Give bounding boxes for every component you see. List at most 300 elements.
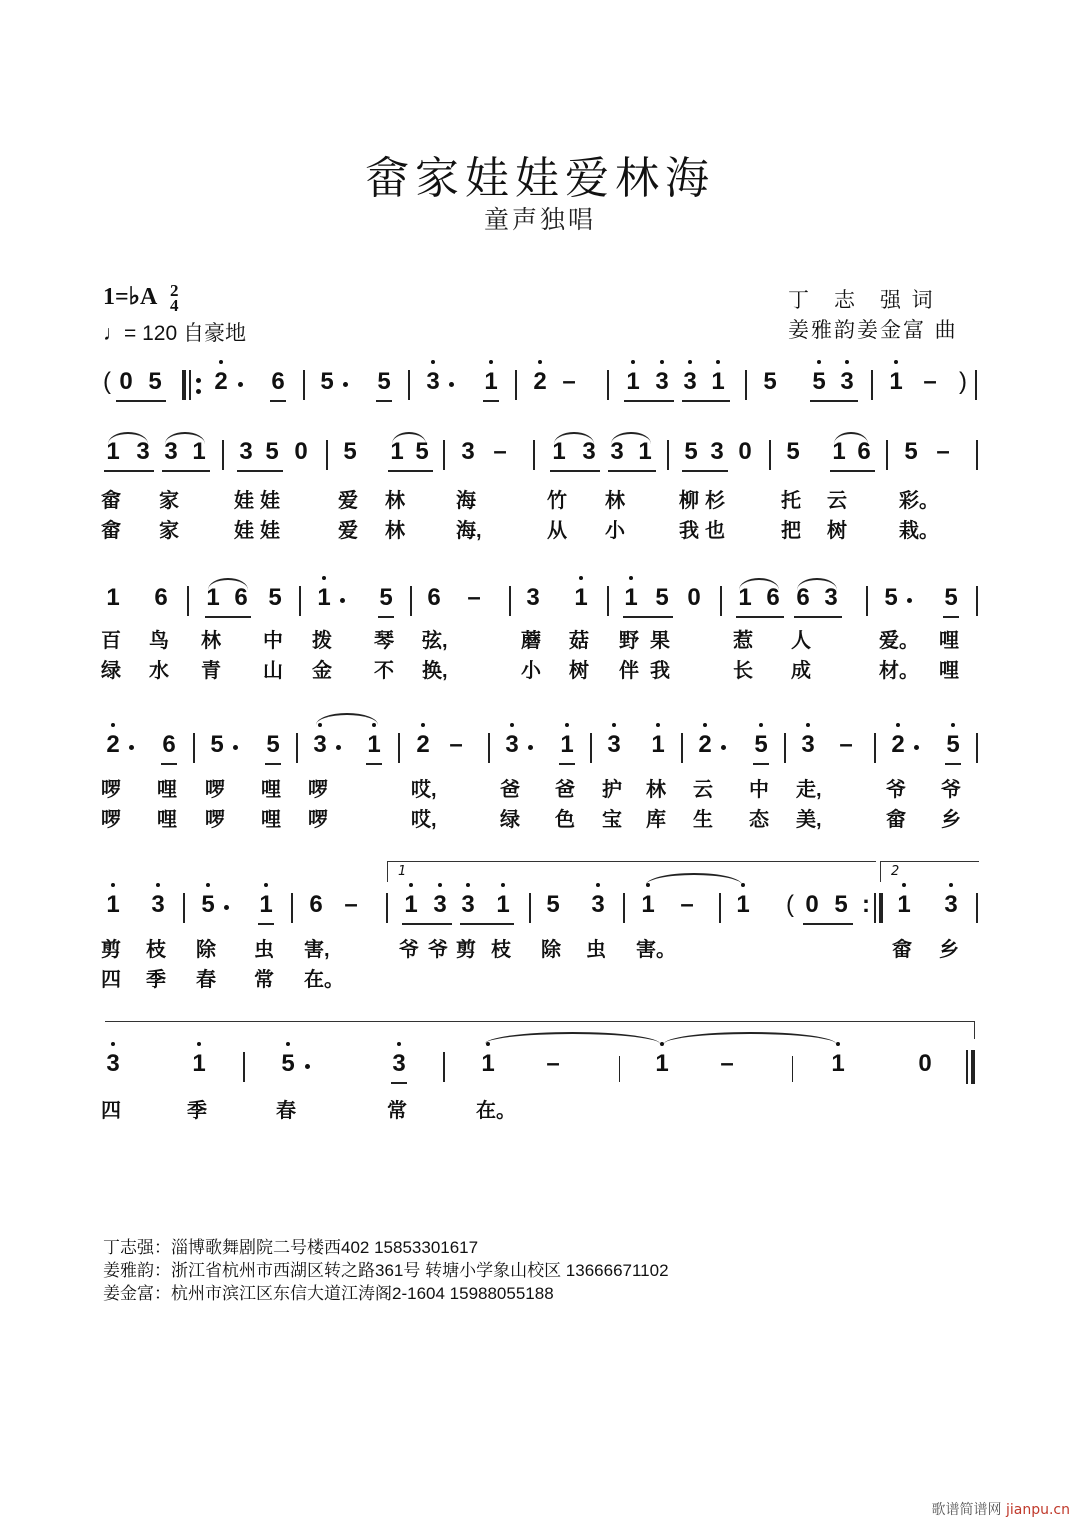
note: 1 — [650, 1050, 674, 1078]
barline — [509, 586, 511, 616]
lyric-v1: 海 — [456, 490, 476, 512]
barline — [386, 893, 388, 923]
lyric-v2: 金 — [312, 660, 332, 682]
underline — [378, 616, 394, 618]
lyric-v1: 娃 — [234, 490, 254, 512]
underline — [116, 400, 166, 402]
repeat-dots: : — [862, 891, 870, 918]
barline — [976, 586, 978, 616]
note: 2 — [886, 731, 910, 759]
lyricist-credit: 丁 志 强 词 — [788, 288, 935, 312]
lyric-v2: 树 — [569, 660, 589, 682]
lyric-v1: 琴 — [374, 630, 394, 652]
barline — [398, 733, 400, 763]
aug-dot — [907, 598, 912, 603]
lyric-v1: 畲 — [101, 490, 121, 512]
lyric-v1: 林 — [385, 490, 405, 512]
note: 3 — [456, 891, 480, 919]
note: 5 — [786, 438, 800, 465]
note: 1 — [638, 438, 652, 465]
note: 5 — [763, 368, 777, 395]
dash: – — [493, 438, 507, 465]
barline — [874, 733, 876, 763]
barline — [607, 370, 609, 400]
lyric-v2: 成 — [791, 660, 811, 682]
note: 3 — [796, 731, 820, 759]
lyric-v2: 库 — [646, 809, 666, 831]
note: 1 — [731, 891, 755, 919]
key-signature — [103, 281, 179, 316]
composer-credit: 姜雅韵姜金富 曲 — [788, 318, 958, 342]
aug-dot — [340, 598, 345, 603]
note: 0 — [119, 368, 133, 395]
lyric-v1: 哎, — [411, 779, 437, 801]
note: 5 — [377, 368, 391, 395]
lyric-v1: 走, — [796, 779, 822, 801]
notation-row-3 — [0, 584, 1080, 694]
aug-dot — [233, 745, 238, 750]
dash: – — [720, 1050, 734, 1077]
barline — [975, 370, 977, 400]
note: 5 — [148, 368, 162, 395]
note: 5 — [265, 438, 279, 465]
lyric-v2: 乡 — [941, 809, 961, 831]
note: 0 — [687, 584, 701, 611]
lyric-v1: 乡 — [939, 939, 959, 961]
lyric-v2: 山 — [263, 660, 283, 682]
note: 1 — [706, 368, 730, 396]
lyric-v1: 常 — [387, 1100, 407, 1122]
barline — [299, 586, 301, 616]
aug-dot — [238, 382, 243, 387]
note: 6 — [796, 584, 810, 611]
lyric-v2: 宝 — [602, 809, 622, 831]
lyric-v1: 林 — [605, 490, 625, 512]
note: 3 — [101, 1050, 125, 1078]
note: 1 — [399, 891, 423, 919]
barline — [590, 733, 592, 763]
barline — [886, 440, 888, 470]
aug-dot — [914, 745, 919, 750]
note: 6 — [309, 891, 323, 918]
aug-dot — [528, 745, 533, 750]
lyric-v1: 哩 — [157, 779, 177, 801]
note: 3 — [308, 731, 332, 759]
dash: – — [546, 1050, 560, 1077]
lyric-v1: 除 — [196, 939, 216, 961]
volta-bracket-2: 2 — [880, 861, 979, 882]
note: 5 — [834, 891, 848, 918]
underline — [205, 616, 251, 618]
barline — [408, 370, 410, 400]
note: 1 — [491, 891, 515, 919]
lyric-v1: 春 — [276, 1100, 296, 1122]
paren-open: ( — [103, 368, 111, 395]
lyric-v1: 云 — [693, 779, 713, 801]
contact-lyricist: 丁志强：淄博歌舞剧院二号楼西402 15853301617 — [103, 1238, 479, 1257]
note: 1 — [187, 1050, 211, 1078]
underline — [559, 763, 575, 765]
note: 3 — [824, 584, 838, 611]
lyric-v2: 哩 — [157, 809, 177, 831]
contact-composer-2: 姜金富：杭州市滨江区东信大道江涛阁2-1604 15988055188 — [103, 1284, 554, 1303]
note: 3 — [939, 891, 963, 919]
barline — [623, 893, 625, 923]
lyric-v1: 四 — [101, 1100, 121, 1122]
barline — [976, 440, 978, 470]
lyric-v2: 家 — [159, 520, 179, 542]
underline — [753, 763, 769, 765]
lyric-v2: 青 — [201, 660, 221, 682]
lyric-v1: 护 — [602, 779, 622, 801]
note: 3 — [526, 584, 540, 611]
underline — [682, 470, 728, 472]
lyric-v2: 季 — [146, 969, 166, 991]
lyric-v1: 害。 — [636, 939, 676, 961]
note: 5 — [655, 584, 669, 611]
barline — [193, 733, 195, 763]
volta-2-end — [974, 1021, 975, 1039]
time-signature: 2 4 — [170, 281, 179, 316]
note: 5 — [684, 438, 698, 465]
lyric-v1: 云 — [827, 490, 847, 512]
barline — [410, 586, 412, 616]
underline — [810, 400, 858, 402]
underline — [794, 616, 842, 618]
lyric-v2: 海, — [456, 520, 482, 542]
dash: – — [562, 368, 576, 395]
lyric-v1: 枝 — [146, 939, 166, 961]
tempo-marking: ♩= 120 自豪地 — [103, 322, 246, 345]
underline — [162, 470, 210, 472]
barline — [784, 733, 786, 763]
note: 5 — [268, 584, 282, 611]
note: 1 — [106, 584, 120, 611]
lyric-v1: 彩。 — [899, 490, 939, 512]
note: 5 — [276, 1050, 300, 1078]
note: 1 — [636, 891, 660, 919]
slur — [316, 713, 378, 725]
barline — [303, 370, 305, 400]
underline — [376, 400, 392, 402]
note: 1 — [254, 891, 278, 919]
note: 1 — [206, 584, 220, 611]
barline — [326, 440, 328, 470]
lyric-v2: 娃 — [260, 520, 280, 542]
lyric-v1: 爱 — [338, 490, 358, 512]
barline — [296, 733, 298, 763]
underline — [270, 400, 286, 402]
underline — [624, 400, 674, 402]
underline — [237, 470, 283, 472]
note: 5 — [749, 731, 773, 759]
underline — [803, 923, 853, 925]
lyric-v1: 哩 — [939, 630, 959, 652]
note: 1 — [552, 438, 566, 465]
lyric-v2: 长 — [733, 660, 753, 682]
lyric-v1: 蘑 — [521, 630, 541, 652]
lyric-v2: 林 — [385, 520, 405, 542]
lyric-v1: 哩 — [261, 779, 281, 801]
lyric-v2: 栽。 — [899, 520, 939, 542]
lyric-v2: 春 — [196, 969, 216, 991]
note: 3 — [500, 731, 524, 759]
final-barline-thick — [971, 1050, 975, 1084]
lyric-v1: 家 — [159, 490, 179, 512]
notation-row-6 — [0, 1050, 1080, 1130]
underline — [550, 470, 600, 472]
note: 1 — [832, 438, 846, 465]
lyric-v1: 在。 — [476, 1100, 516, 1122]
note: 1 — [390, 438, 404, 465]
barline — [222, 440, 224, 470]
lyric-v1: 剪 — [101, 939, 121, 961]
note: 5 — [546, 891, 560, 918]
barline — [720, 586, 722, 616]
note: 3 — [610, 438, 624, 465]
underline — [366, 763, 382, 765]
note: 3 — [835, 368, 859, 396]
notation-row-2 — [0, 438, 1080, 548]
repeat-start-barline — [182, 370, 186, 400]
watermark-site: jianpu.cn — [1005, 1502, 1070, 1518]
lyric-v1: 林 — [646, 779, 666, 801]
barline — [187, 586, 189, 616]
note: 0 — [294, 438, 308, 465]
note: 5 — [320, 368, 334, 395]
lyric-v1: 啰 — [101, 779, 121, 801]
underline — [161, 763, 177, 765]
notation-row-5 — [0, 891, 1080, 1001]
lyric-v2: 水 — [149, 660, 169, 682]
dash: – — [467, 584, 481, 611]
note: 6 — [766, 584, 780, 611]
lyric-v2: 啰 — [205, 809, 225, 831]
lyric-v2: 小 — [521, 660, 541, 682]
note: 1 — [569, 584, 593, 612]
note: 0 — [805, 891, 819, 918]
lyric-v2: 畲 — [886, 809, 906, 831]
aug-dot — [224, 905, 229, 910]
underline — [682, 400, 730, 402]
final-barline-thin — [966, 1050, 968, 1084]
barline — [443, 1052, 445, 1082]
lyric-v2: 哩 — [939, 660, 959, 682]
note: 6 — [857, 438, 871, 465]
note: 1 — [479, 368, 503, 396]
note: 5 — [266, 731, 280, 758]
song-title: 畲家娃娃爱林海 — [365, 153, 715, 204]
key-label: 1=♭A — [103, 284, 157, 310]
lyric-v1: 爸 — [500, 779, 520, 801]
note: 1 — [621, 368, 645, 396]
note: 1 — [555, 731, 579, 759]
barline — [871, 370, 873, 400]
barline — [976, 893, 978, 923]
note: 6 — [162, 731, 176, 758]
note: 5 — [941, 731, 965, 759]
underline — [830, 470, 875, 472]
note: 2 — [101, 731, 125, 759]
repeat-end-barline — [879, 893, 883, 923]
lyric-v2: 生 — [693, 809, 713, 831]
lyric-v2: 换, — [422, 660, 448, 682]
lyric-v1: 中 — [749, 779, 769, 801]
underline — [623, 616, 673, 618]
barline — [745, 370, 747, 400]
barline — [769, 440, 771, 470]
barline — [529, 893, 531, 923]
note: 6 — [271, 368, 285, 395]
barline — [515, 370, 517, 400]
note: 3 — [239, 438, 253, 465]
dash: – — [923, 368, 937, 395]
note: 1 — [619, 584, 643, 612]
note: 5 — [884, 584, 898, 611]
note: 3 — [428, 891, 452, 919]
lyric-v1: 爸 — [555, 779, 575, 801]
lyric-v1: 啰 — [308, 779, 328, 801]
repeat-start-thin — [189, 370, 191, 400]
underline — [460, 923, 514, 925]
lyric-v2: 把 — [781, 520, 801, 542]
barline — [533, 440, 535, 470]
note: 6 — [427, 584, 441, 611]
repeat-dot — [196, 378, 201, 383]
lyric-v1: 杉 — [705, 490, 725, 512]
note: 1 — [312, 584, 336, 612]
lyric-v1: 竹 — [547, 490, 567, 512]
lyric-v2: 爱 — [338, 520, 358, 542]
lyric-v2: 畲 — [101, 520, 121, 542]
dash: – — [680, 891, 694, 918]
lyric-v1: 害, — [304, 939, 330, 961]
lyric-v1: 林 — [201, 630, 221, 652]
repeat-end-thin — [874, 893, 876, 923]
lyric-v1: 畲 — [892, 939, 912, 961]
lyric-v1: 果 — [650, 630, 670, 652]
aug-dot — [343, 382, 348, 387]
lyric-v2: 哩 — [261, 809, 281, 831]
lyric-v2: 美, — [796, 809, 822, 831]
barline — [866, 586, 868, 616]
lyric-v1: 枝 — [491, 939, 511, 961]
lyric-v1: 季 — [187, 1100, 207, 1122]
note: 1 — [646, 731, 670, 759]
lyric-v2: 色 — [555, 809, 575, 831]
barline — [681, 733, 683, 763]
lyric-v2: 材。 — [879, 660, 919, 682]
note: 3 — [421, 368, 445, 396]
note: 0 — [918, 1050, 932, 1077]
note: 3 — [678, 368, 702, 396]
note: 3 — [146, 891, 170, 919]
barline — [667, 440, 669, 470]
lyric-v1: 虫 — [254, 939, 274, 961]
lyric-v2: 从 — [547, 520, 567, 542]
note: 3 — [164, 438, 178, 465]
note: 2 — [693, 731, 717, 759]
notation-row-1 — [0, 368, 1080, 408]
underline — [483, 400, 499, 402]
lyric-v1: 中 — [263, 630, 283, 652]
note: 0 — [738, 438, 752, 465]
note: 2 — [528, 368, 552, 396]
lyric-v2: 树 — [827, 520, 847, 542]
lyric-v1: 爱。 — [879, 630, 919, 652]
lyric-v2: 绿 — [500, 809, 520, 831]
volta-2-continuation — [105, 1021, 975, 1022]
underline — [736, 616, 784, 618]
lyric-v2: 在。 — [304, 969, 344, 991]
underline — [943, 616, 959, 618]
note: 5 — [196, 891, 220, 919]
lyric-v1: 爷 — [941, 779, 961, 801]
underline — [402, 923, 452, 925]
barline — [443, 440, 445, 470]
barline — [291, 893, 293, 923]
note: 1 — [101, 891, 125, 919]
lyric-v2: 我 — [650, 660, 670, 682]
lyric-v1: 啰 — [205, 779, 225, 801]
note: 2 — [209, 368, 233, 396]
note: 1 — [362, 731, 386, 759]
note: 3 — [582, 438, 596, 465]
dash: – — [449, 731, 463, 758]
lyric-v1: 剪 — [456, 939, 476, 961]
watermark-name: 歌谱简谱网 — [931, 1502, 1002, 1518]
lyric-v2: 我 — [679, 520, 699, 542]
lyric-v1: 娃 — [260, 490, 280, 512]
lyric-v1: 野 — [619, 630, 639, 652]
barline — [619, 1056, 620, 1082]
lyric-v1: 拨 — [312, 630, 332, 652]
lyric-v2: 不 — [374, 660, 394, 682]
lyric-v1: 百 — [101, 630, 121, 652]
note: 5 — [210, 731, 224, 758]
paren-close: ) — [959, 368, 967, 395]
lyric-v2: 啰 — [101, 809, 121, 831]
underline — [104, 470, 154, 472]
note: 1 — [826, 1050, 850, 1078]
dash: – — [344, 891, 358, 918]
watermark — [932, 1499, 1070, 1519]
barline — [719, 893, 721, 923]
note: 5 — [904, 438, 918, 465]
note: 1 — [476, 1050, 500, 1078]
lyric-v1: 弦, — [422, 630, 448, 652]
note: 1 — [892, 891, 916, 919]
aug-dot — [129, 745, 134, 750]
note: 3 — [586, 891, 610, 919]
aug-dot — [449, 382, 454, 387]
lyric-v2: 绿 — [101, 660, 121, 682]
lyric-v1: 惹 — [733, 630, 753, 652]
lyric-v1: 爷 — [399, 939, 419, 961]
barline — [243, 1052, 245, 1082]
underline — [608, 470, 656, 472]
lyric-v2: 也 — [705, 520, 725, 542]
lyric-v1: 鸟 — [149, 630, 169, 652]
underline — [258, 923, 274, 925]
lyric-v1: 爷 — [886, 779, 906, 801]
barline — [976, 733, 978, 763]
note: 3 — [602, 731, 626, 759]
dash: – — [936, 438, 950, 465]
repeat-dot — [196, 389, 201, 394]
underline — [265, 763, 281, 765]
note: 3 — [650, 368, 674, 396]
